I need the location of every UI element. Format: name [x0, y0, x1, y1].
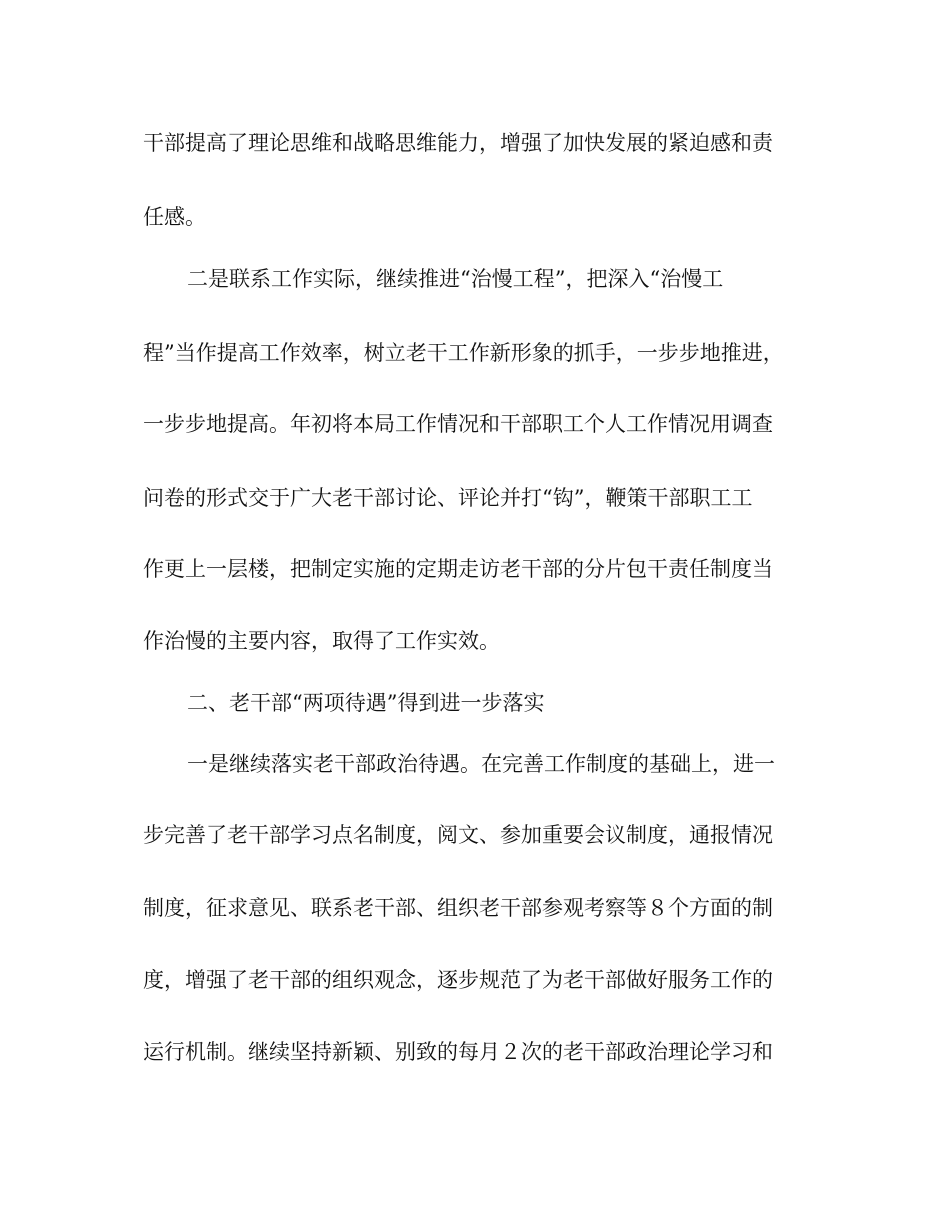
- paragraph-line: 程”当作提高工作效率，树立老干工作新形象的抓手，一步步地推进，: [143, 341, 784, 365]
- paragraph-line: 运行机制。继续坚持新颖、别致的每月２次的老干部政治理论学习和: [143, 1040, 773, 1064]
- paragraph-line: 制度，征求意见、联系老干部、组织老干部参观考察等８个方面的制: [143, 896, 773, 920]
- paragraph-line: 干部提高了理论思维和战略思维能力，增强了加快发展的紧迫感和责: [143, 131, 773, 155]
- paragraph-line: 任感。: [143, 205, 206, 229]
- paragraph-line: 度，增强了老干部的组织观念，逐步规范了为老干部做好服务工作的: [143, 968, 773, 992]
- paragraph-line: 作更上一层楼，把制定实施的定期走访老干部的分片包干责任制度当: [143, 557, 773, 581]
- paragraph-line: 一步步地提高。年初将本局工作情况和干部职工个人工作情况用调查: [143, 412, 773, 436]
- paragraph-line: 作治慢的主要内容，取得了工作实效。: [143, 629, 500, 653]
- paragraph-line: 二是联系工作实际，继续推进“治慢工程”，把深入“治慢工: [187, 267, 724, 291]
- paragraph-line: 步完善了老干部学习点名制度，阅文、参加重要会议制度，通报情况: [143, 823, 773, 847]
- paragraph-line: 问卷的形式交于广大老干部讨论、评论并打“钩”，鞭策干部职工工: [143, 486, 753, 510]
- section-heading: 二、老干部“两项待遇”得到进一步落实: [187, 691, 545, 715]
- paragraph-line: 一是继续落实老干部政治待遇。在完善工作制度的基础上，进一: [187, 752, 775, 776]
